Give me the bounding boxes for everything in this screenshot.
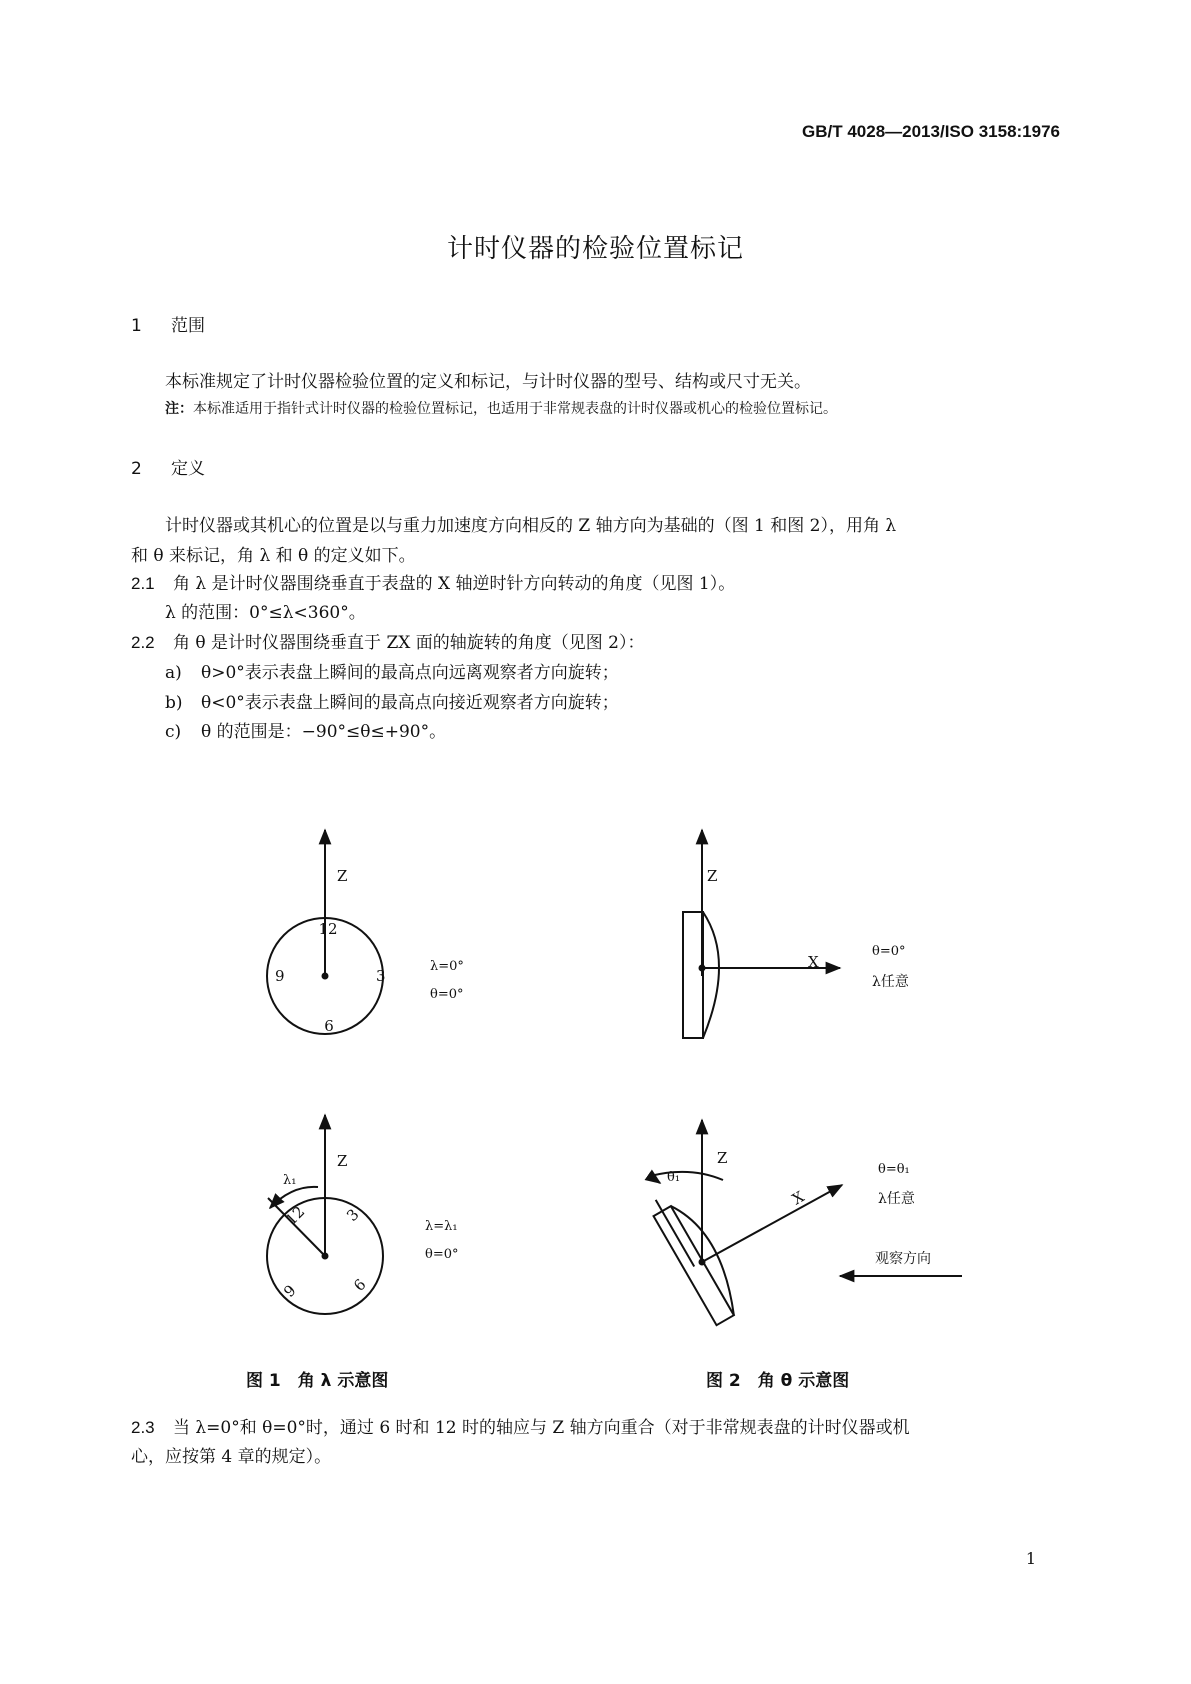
- figure-1-caption: 图 1 角 λ 示意图: [246, 1371, 389, 1391]
- section-title: 定义: [171, 459, 205, 479]
- clause-number: 2.3: [131, 1418, 155, 1437]
- note-label: 注：: [165, 401, 193, 417]
- clause-text: 角 λ 是计时仪器围绕垂直于表盘的 X 轴逆时针方向转动的角度（见图 1）。: [173, 574, 736, 594]
- clause-text: 角 θ 是计时仪器围绕垂直于 ZX 面的轴旋转的角度（见图 2）：: [173, 633, 645, 653]
- theta-value: θ=θ₁: [878, 1162, 910, 1177]
- scope-paragraph: 本标准规定了计时仪器检验位置的定义和标记，与计时仪器的型号、结构或尺寸无关。: [165, 372, 811, 392]
- dial-number-6: 6: [324, 1017, 334, 1035]
- dial-center: [323, 1254, 328, 1259]
- z-axis-label: Z: [717, 1149, 728, 1167]
- list-text: θ>0°表示表盘上瞬间的最高点向远离观察者方向旋转；: [201, 663, 619, 683]
- document-title: 计时仪器的检验位置标记: [446, 234, 744, 264]
- clause-2-1-range: λ 的范围：0°≤λ<360°。: [165, 603, 366, 623]
- figure-2-top: [683, 830, 840, 1038]
- axis-origin: [700, 966, 705, 971]
- watch-crystal: [671, 1198, 748, 1315]
- dial-number-12: 12: [318, 920, 338, 938]
- clause-2-3: [131, 1413, 910, 1438]
- definition-intro-line-2: 和 θ 来标记，角 λ 和 θ 的定义如下。: [131, 546, 416, 566]
- dial-number-3: 3: [343, 1205, 363, 1225]
- dial-number-9: 9: [280, 1281, 300, 1301]
- lambda-value: λ=0°: [430, 959, 464, 974]
- clause-number: 2.1: [131, 574, 155, 593]
- definition-intro-line-1: 计时仪器或其机心的位置是以与重力加速度方向相反的 Z 轴方向为基础的（图 1 和图 2），用角 λ: [165, 516, 897, 536]
- x-axis-label: X: [789, 1187, 808, 1209]
- list-label: b): [165, 693, 183, 713]
- standard-number: GB/T 4028—2013/ISO 3158:1976: [802, 122, 1060, 141]
- clause-text: 当 λ=0°和 θ=0°时，通过 6 时和 12 时的轴应与 Z 轴方向重合（对于非常规表盘的计时仪器或机: [173, 1418, 910, 1438]
- angle-label: λ₁: [283, 1173, 297, 1188]
- dial-number-9: 9: [275, 967, 285, 985]
- z-axis-label: Z: [707, 867, 718, 885]
- x-axis-label: X: [808, 953, 819, 971]
- lambda-value: λ任意: [878, 1191, 915, 1207]
- lambda-value: λ=λ₁: [425, 1219, 458, 1234]
- theta-value: θ=0°: [430, 987, 464, 1002]
- z-axis-label: Z: [337, 867, 348, 885]
- watch-face-axis: [656, 1200, 695, 1267]
- list-text: θ<0°表示表盘上瞬间的最高点向接近观察者方向旋转；: [201, 693, 619, 713]
- list-label: c): [165, 722, 182, 742]
- page-number: 1: [1025, 1549, 1036, 1568]
- watch-crystal: [703, 912, 719, 1038]
- theta-angle-arc: [650, 1172, 723, 1180]
- dial-number-6: 6: [350, 1275, 370, 1295]
- dial-center: [323, 974, 328, 979]
- angle-label: θ₁: [667, 1170, 681, 1185]
- z-axis-label: Z: [337, 1152, 348, 1170]
- lambda-value: λ任意: [872, 974, 909, 990]
- theta-value: θ=0°: [872, 944, 906, 959]
- tilted-watch: [647, 1187, 748, 1325]
- clause-2-3-continued: 心，应按第 4 章的规定）。: [131, 1447, 332, 1467]
- axis-origin: [700, 1260, 705, 1265]
- section-number: 1: [131, 316, 142, 336]
- view-direction-label: 观察方向: [875, 1251, 931, 1267]
- figure-2-bottom: [647, 1120, 962, 1325]
- list-text: θ 的范围是：−90°≤θ≤+90°。: [201, 722, 447, 742]
- section-title: 范围: [171, 316, 205, 336]
- section-number: 2: [131, 459, 142, 479]
- watch-side-case: [683, 912, 703, 1038]
- note-text: 本标准适用于指针式计时仪器的检验位置标记，也适用于非常规表盘的计时仪器或机心的检验位置标记。: [193, 401, 837, 417]
- dial-number-12: 12: [282, 1202, 309, 1229]
- theta-value: θ=0°: [425, 1247, 459, 1262]
- x-axis-arrow: [702, 1185, 842, 1262]
- dial-number-3: 3: [376, 967, 386, 985]
- theta-arc-arrowhead: [650, 1176, 660, 1183]
- clause-number: 2.2: [131, 633, 155, 652]
- list-label: a): [165, 663, 182, 683]
- figure-2-caption: 图 2 角 θ 示意图: [706, 1371, 850, 1391]
